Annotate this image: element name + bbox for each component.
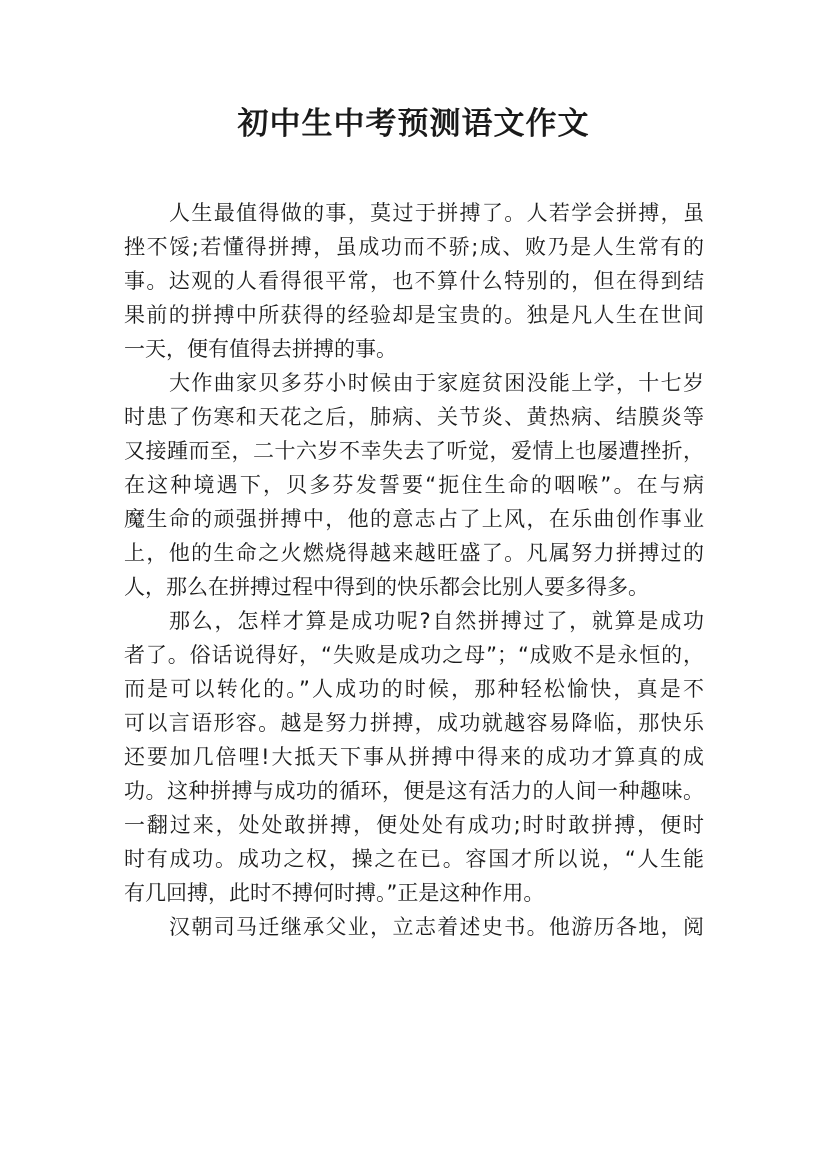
paragraph-line: 而是可以转化的。”人成功的时候，那种轻松愉快，真是不	[124, 677, 704, 701]
paragraph-line: 一天，便有值得去拼搏的事。	[124, 337, 397, 361]
document-title: 初中生中考预测语文作文	[237, 106, 590, 142]
paragraph	[124, 910, 704, 944]
paragraph-line: 上，他的生命之火燃烧得越来越旺盛了。凡属努力拼搏过的	[124, 541, 704, 565]
paragraph-line: 时有成功。成功之权，操之在已。容国才所以说，“人生能	[124, 847, 704, 871]
paragraph-line: 有几回搏，此时不搏何时搏。”正是这种作用。	[124, 881, 545, 905]
paragraph-line: 事。达观的人看得很平常，也不算什么特别的，但在得到结	[124, 269, 704, 293]
paragraph-line: 人，那么在拼搏过程中得到的快乐都会比别人要多得多。	[124, 575, 649, 599]
paragraph	[124, 604, 704, 910]
paragraph-line: 大作曲家贝多芬小时候由于家庭贫困没能上学，十七岁	[169, 371, 704, 395]
paragraph-line: 魔生命的顽强拼搏中，他的意志占了上风，在乐曲创作事业	[124, 507, 704, 531]
paragraph-line: 汉朝司马迁继承父业，立志着述史书。他游历各地，阅	[169, 915, 704, 939]
paragraph	[124, 366, 704, 604]
paragraph	[124, 196, 704, 366]
paragraph-line: 在这种境遇下，贝多芬发誓要“扼住生命的咽喉”。在与病	[124, 473, 704, 497]
paragraph-line: 功。这种拼搏与成功的循环，便是这有活力的人间一种趣味。	[124, 779, 704, 803]
paragraph-line: 者了。俗话说得好，“失败是成功之母”；“成败不是永恒的，	[124, 643, 704, 667]
paragraph-line: 又接踵而至，二十六岁不幸失去了听觉，爱情上也屡遭挫折，	[124, 439, 704, 463]
paragraph-line: 可以言语形容。越是努力拼搏，成功就越容易降临，那快乐	[124, 711, 704, 735]
document-body	[124, 196, 704, 944]
paragraph-line: 挫不馁;若懂得拼搏，虽成功而不骄;成、败乃是人生常有的	[124, 235, 704, 259]
paragraph-line: 那么，怎样才算是成功呢?自然拼搏过了，就算是成功	[169, 609, 704, 633]
paragraph-line: 果前的拼搏中所获得的经验却是宝贵的。独是凡人生在世间	[124, 303, 704, 327]
paragraph-line: 时患了伤寒和天花之后，肺病、关节炎、黄热病、结膜炎等	[124, 405, 704, 429]
paragraph-line: 一翻过来，处处敢拼搏，便处处有成功;时时敢拼搏，便时	[124, 813, 704, 837]
paragraph-line: 人生最值得做的事，莫过于拼搏了。人若学会拼搏，虽	[169, 201, 704, 225]
paragraph-line: 还要加几倍哩!大抵天下事从拼搏中得来的成功才算真的成	[124, 745, 704, 769]
